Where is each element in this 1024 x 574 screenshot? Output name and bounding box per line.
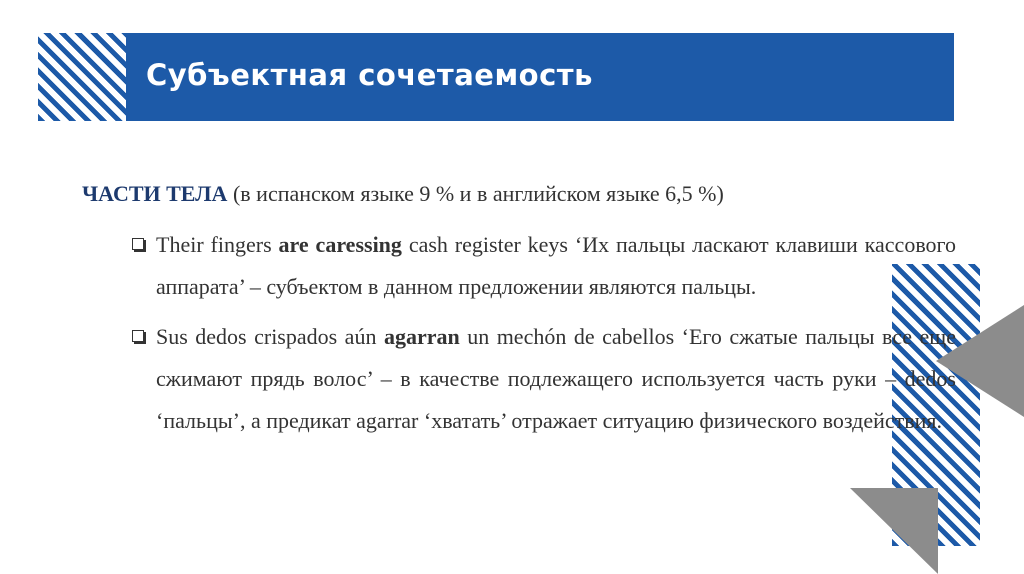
decorative-triangle-bottom [850, 488, 938, 574]
bullet-1-text-end: cash register keys ‘Их пальцы ласкают клавиши кассового аппарата’ – субъектом в данном предложении являются пальцы. [156, 232, 957, 299]
bullet-2-bold: agarran [383, 324, 460, 349]
heading-rest: (в испанском языке 9 % и в английском языке 6,5 %) [227, 181, 724, 206]
section-heading [82, 178, 882, 210]
slide-title: Субъектная сочетаемость [146, 58, 593, 92]
bullet-2-text-end: un mechón de cabellos ‘Его сжатые пальцы все еще сжимают прядь волос’ – в качестве подлежащего используется часть руки – dedos ‘пальцы’, а предикат agarrar ‘хватать’ отражает ситуацию физического воздействия. [156, 324, 957, 433]
bullet-1-text-start: Their fingers [156, 232, 279, 257]
bullet-1-bold: are caressing [278, 232, 402, 257]
bullet-2-text-start: Sus dedos crispados aún [156, 324, 384, 349]
heading-strong: ЧАСТИ ТЕЛА [82, 181, 228, 206]
bullet-item-1 [156, 224, 956, 308]
title-banner [126, 33, 954, 121]
slide-content [82, 178, 957, 450]
checkbox-bullet-icon [132, 238, 144, 250]
checkbox-bullet-icon [132, 330, 144, 342]
decorative-stripes-top-left [38, 33, 126, 121]
bullet-item-2 [156, 316, 956, 442]
